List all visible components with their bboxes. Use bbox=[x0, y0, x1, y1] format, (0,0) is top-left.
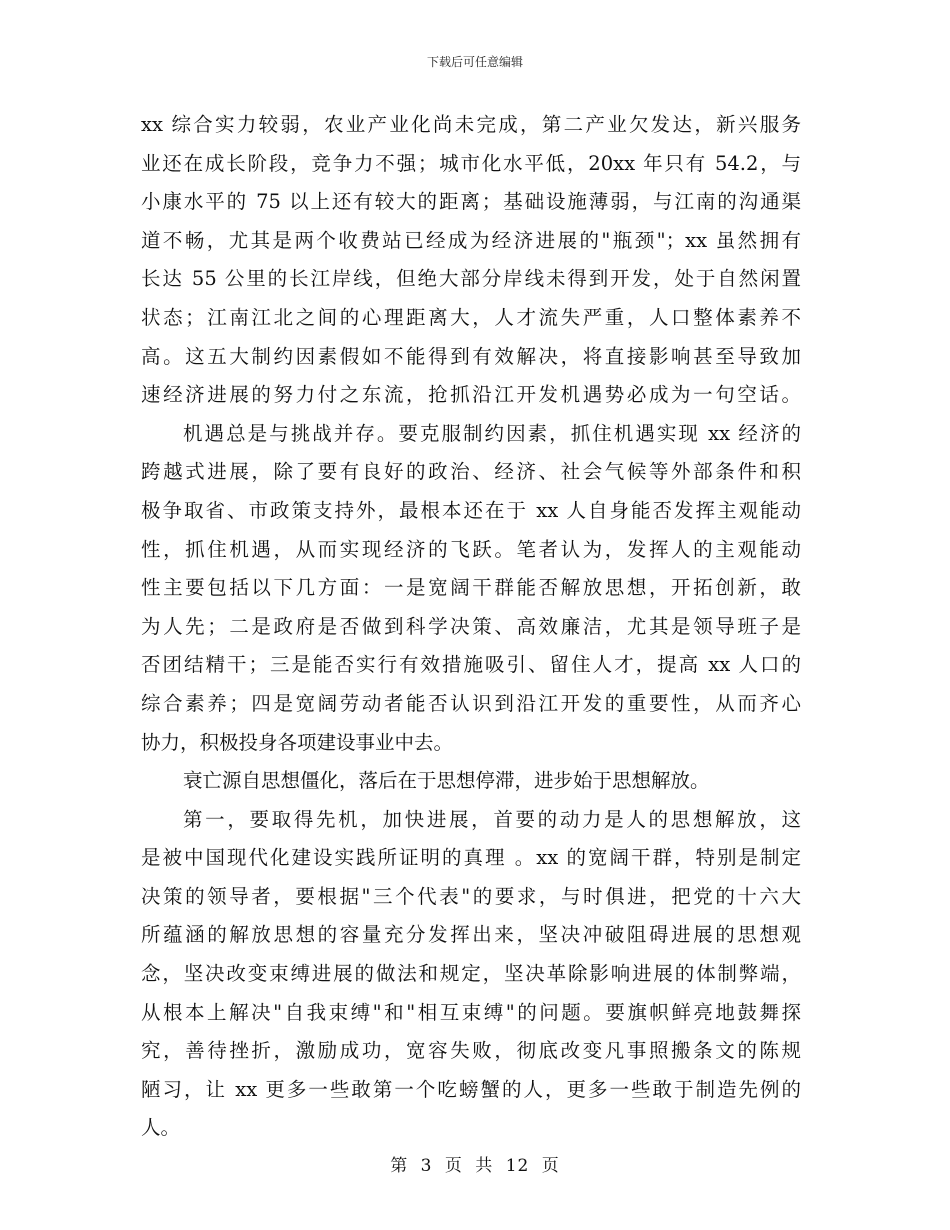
page-header: 下载后可任意编辑 bbox=[426, 55, 523, 69]
text-line: 性，抓住机遇，从而实现经济的飞跃。笔者认为，发挥人的主观能动 bbox=[141, 537, 801, 561]
text-line: 究，善待挫折，激励成功，宽容失败，彻底改变凡事照搬条文的陈规 bbox=[141, 1039, 801, 1063]
text-line: 是被中国现代化建设实践所证明的真理 。xx 的宽阔干群，特别是制定 bbox=[141, 846, 801, 870]
text-line: 衰亡源自思想僵化，落后在于思想停滞，进步始于思想解放。 bbox=[183, 769, 710, 793]
text-line: 所蕴涵的解放思想的容量充分发挥出来，坚决冲破阻碍进展的思想观 bbox=[141, 923, 801, 947]
document-body bbox=[141, 106, 801, 1148]
text-line: 性主要包括以下几方面：一是宽阔干群能否解放思想，开拓创新，敢 bbox=[141, 576, 801, 600]
text-line: 综合素养；四是宽阔劳动者能否认识到沿江开发的重要性，从而齐心 bbox=[141, 691, 801, 715]
paragraph-4 bbox=[141, 801, 801, 1148]
text-line: 小康水平的 75 以上还有较大的距离；基础设施薄弱，与江南的沟通渠 bbox=[141, 190, 801, 214]
page-number: 第 3 页 共 12 页 bbox=[390, 1156, 560, 1176]
text-line: 跨越式进展，除了要有良好的政治、经济、社会气候等外部条件和积 bbox=[141, 460, 801, 484]
text-line: 人。 bbox=[141, 1116, 181, 1140]
text-line: 否团结精干；三是能否实行有效措施吸引、留住人才，提高 xx 人口的 bbox=[141, 653, 801, 677]
text-line: 念，坚决改变束缚进展的做法和规定，坚决革除影响进展的体制弊端， bbox=[141, 962, 801, 986]
text-line: 业还在成长阶段，竞争力不强；城市化水平低，20xx 年只有 54.2，与 bbox=[141, 151, 801, 175]
text-line: 道不畅，尤其是两个收费站已经成为经济进展的"瓶颈"；xx 虽然拥有 bbox=[141, 228, 801, 252]
text-line: 决策的领导者，要根据"三个代表"的要求，与时俱进，把党的十六大 bbox=[141, 884, 801, 908]
text-line: 协力，积极投身各项建设事业中去。 bbox=[141, 730, 454, 754]
text-line: xx 综合实力较弱，农业产业化尚未完成，第二产业欠发达，新兴服务 bbox=[141, 113, 801, 136]
text-line: 状态；江南江北之间的心理距离大，人才流失严重，人口整体素养不 bbox=[141, 305, 801, 329]
text-line: 速经济进展的努力付之东流，抢抓沿江开发机遇势必成为一句空话。 bbox=[141, 383, 801, 407]
text-line: 机遇总是与挑战并存。要克服制约因素，抓住机遇实现 xx 经济的 bbox=[183, 421, 801, 445]
text-line: 陋习，让 xx 更多一些敢第一个吃螃蟹的人，更多一些敢于制造先例的 bbox=[141, 1077, 801, 1101]
text-line: 长达 55 公里的长江岸线，但绝大部分岸线未得到开发，处于自然闲置 bbox=[141, 267, 801, 291]
text-line: 高。这五大制约因素假如不能得到有效解决，将直接影响甚至导致加 bbox=[141, 344, 801, 368]
paragraph-1 bbox=[141, 106, 801, 415]
text-line: 第一，要取得先机，加快进展，首要的动力是人的思想解放，这 bbox=[183, 807, 801, 831]
text-line: 为人先；二是政府是否做到科学决策、高效廉洁，尤其是领导班子是 bbox=[141, 614, 801, 638]
text-line: 从根本上解决"自我束缚"和"相互束缚"的问题。要旗帜鲜亮地鼓舞探 bbox=[141, 1000, 801, 1024]
paragraph-3 bbox=[141, 762, 801, 801]
paragraph-2 bbox=[141, 415, 801, 762]
text-line: 极争取省、市政策支持外，最根本还在于 xx 人自身能否发挥主观能动 bbox=[141, 498, 801, 522]
